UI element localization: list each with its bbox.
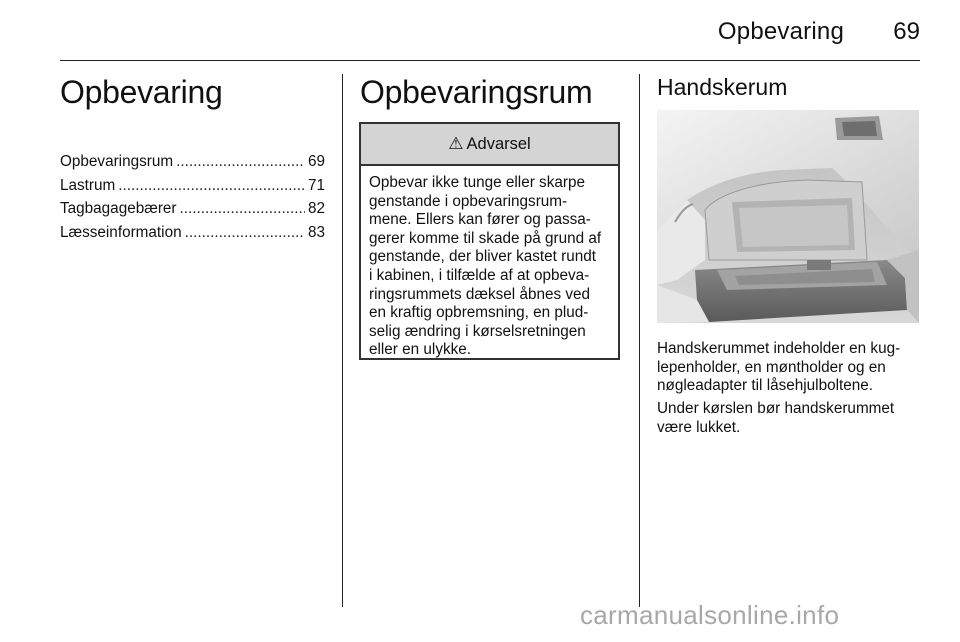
toc-page: 69 <box>307 153 325 170</box>
section-title: Opbevaringsrum <box>360 74 593 110</box>
toc-entry-laesseinformation[interactable] <box>60 221 325 245</box>
page-header-title: Opbevaring <box>717 18 844 45</box>
toc-entry-tagbagagebaerer[interactable] <box>60 197 325 221</box>
warning-title: Advarsel <box>466 134 531 153</box>
text-line: nøgleadapter til låsehjulboltene. <box>657 377 874 395</box>
page-number: 69 <box>893 18 920 45</box>
toc-label: Tagbagagebærer <box>60 200 177 217</box>
glovebox-paragraph-1 <box>657 340 919 396</box>
header-rule <box>60 60 920 61</box>
text-line: Handskerummet indeholder en kug- <box>657 340 901 357</box>
toc-entry-lastrum[interactable] <box>60 174 325 198</box>
text-line: lepenholder, en møntholder og en <box>657 358 886 376</box>
table-of-contents <box>60 150 325 244</box>
warning-line: i kabinen, i tilfælde af at opbeva- <box>369 266 590 284</box>
warning-line: selig ændring i kørselsretningen <box>369 322 586 340</box>
warning-line: ringsrummets dæksel åbnes ved <box>369 285 591 303</box>
toc-page: 83 <box>307 223 325 241</box>
glovebox-paragraph-2 <box>657 400 919 437</box>
toc-page: 71 <box>307 176 325 194</box>
column-divider-left <box>342 74 343 607</box>
toc-leader-dots <box>180 197 305 221</box>
warning-text <box>361 166 618 360</box>
toc-label: Læsseinformation <box>60 223 182 241</box>
column-divider-right <box>639 74 640 607</box>
warning-line: genstande, der bliver kastet rundt <box>369 248 597 266</box>
glovebox-photo <box>657 110 919 323</box>
glovebox-title: Handskerum <box>657 74 788 100</box>
watermark: carmanualsonline.info <box>580 600 840 630</box>
toc-label: Lastrum <box>60 176 116 194</box>
toc-entry-opbevaringsrum[interactable] <box>60 150 325 174</box>
text-line: være lukket. <box>657 418 741 436</box>
warning-header <box>361 124 618 166</box>
toc-label: Opbevaringsrum <box>60 153 174 170</box>
text-line: Under kørslen bør handskerummet <box>657 400 895 417</box>
toc-leader-dots <box>185 221 305 245</box>
warning-box <box>359 122 620 360</box>
warning-line: en kraftig opbremsning, en plud- <box>369 304 589 322</box>
warning-line: mene. Ellers kan fører og passa- <box>369 211 591 229</box>
toc-leader-dots <box>118 174 305 198</box>
warning-line: genstande i opbevaringsrum- <box>369 192 568 210</box>
warning-triangle-icon: ⚠ <box>448 134 464 153</box>
warning-line: Opbevar ikke tunge eller skarpe <box>369 174 585 191</box>
toc-page: 82 <box>307 200 325 217</box>
warning-line: gerer komme til skade på grund af <box>369 229 602 247</box>
chapter-title: Opbevaring <box>60 74 223 110</box>
toc-leader-dots <box>176 150 305 174</box>
warning-line: eller en ulykke. <box>369 341 472 359</box>
